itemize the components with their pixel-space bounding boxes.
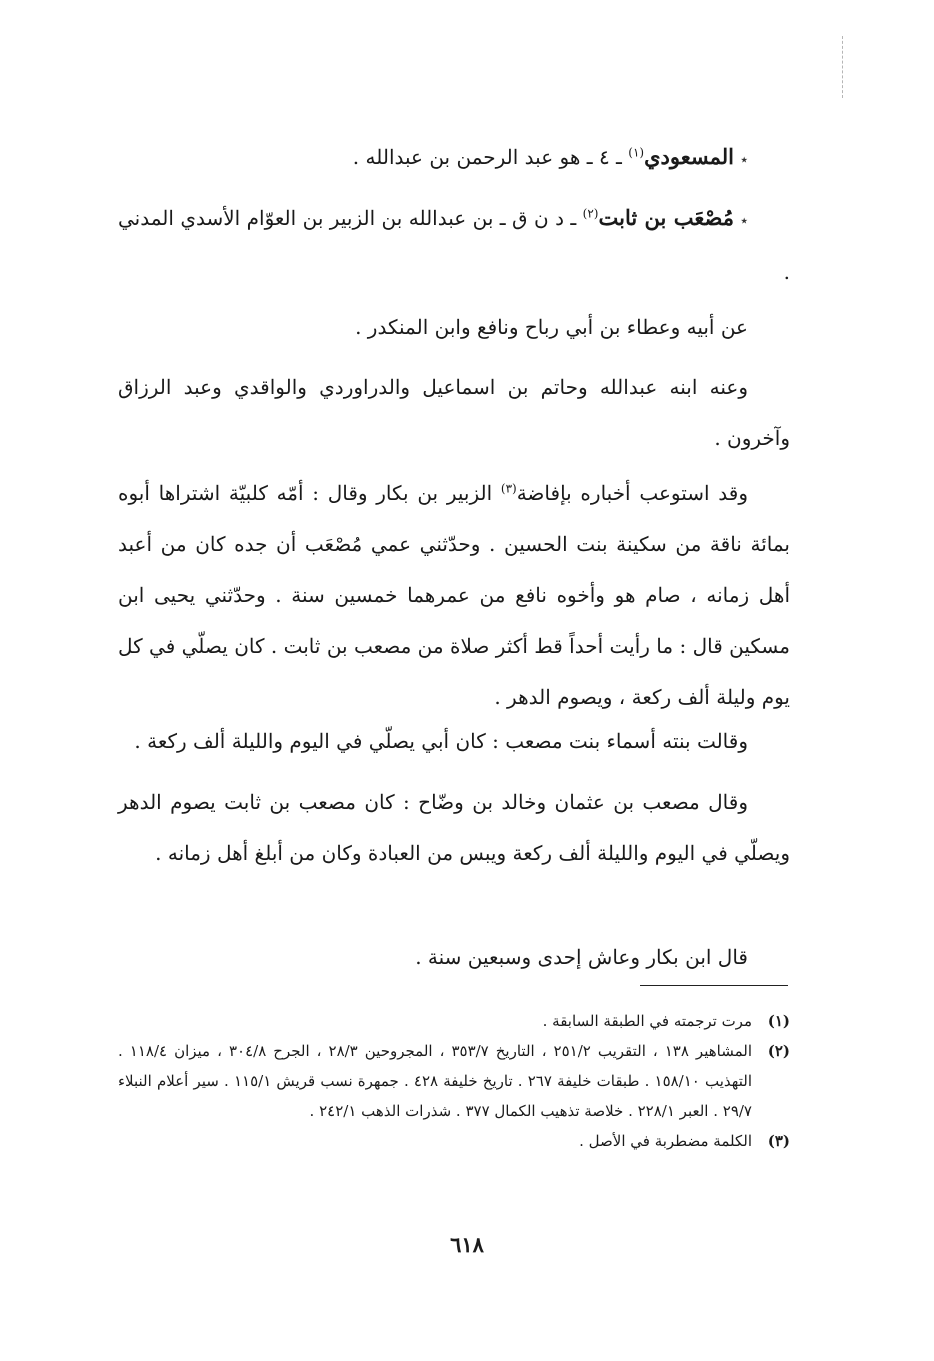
footnote-3: [118, 1126, 790, 1156]
entry-masoudi-name: المسعودي: [644, 144, 734, 169]
entry-masoudi-body: ـ ٤ ـ هو عبد الرحمن بن عبدالله .: [352, 145, 622, 169]
paragraph-testimony: [118, 777, 790, 879]
paragraph-text: قال ابن بكار وعاش إحدى وسبعين سنة .: [415, 945, 748, 969]
footnote-ref-3: (٣): [500, 481, 517, 496]
paragraph-teachers: [118, 302, 790, 353]
footnote-text: المشاهير ١٣٨ ، التقريب ٢٥١/٢ ، التاريخ ٣٥٣/٧ ، المجروحين ٢٨/٣ ، الجرح ٣٠٤/٨ ، ميزان ١١٨/٤ . التهذيب ١٥٨/١٠ . طبقات خليفة ٢٦٧ . تاريخ خليفة ٤٢٨ . جمهرة نسب قريش ١١٥/١ . سير أعلام النبلاء ٢٩/٧ . العبر ٢٢٨/١ . خلاصة تذهيب الكمال ٣٧٧ . شذرات الذهب ٢٤٢/١ .: [118, 1042, 752, 1120]
paragraph-students: [118, 362, 790, 464]
footnote-text: الكلمة مضطربة في الأصل .: [579, 1132, 752, 1150]
entry-masoudi-line: [118, 131, 790, 186]
footnote-2: [118, 1036, 790, 1126]
footnote-ref-1: (١): [628, 145, 645, 160]
paragraph-text: وعنه ابنه عبدالله وحاتم بن اسماعيل والدراوردي والواقدي وعبد الرزاق وآخرون .: [118, 375, 790, 450]
footnote-number: (٢): [767, 1042, 790, 1060]
entry-musab-heading: [118, 192, 790, 298]
paragraph-daughter: [118, 716, 790, 767]
paragraph-text: [118, 468, 790, 723]
gutter-dash-mark: [842, 36, 844, 98]
entry-marker: ٭: [740, 213, 748, 229]
paragraph-lifespan: [118, 932, 790, 983]
footnote-ref-2: (٢): [582, 206, 599, 221]
paragraph-text: عن أبيه وعطاء بن أبي رباح ونافع وابن المنكدر .: [355, 315, 748, 339]
entry-musab-body: ـ د ن ق ـ بن عبدالله بن الزبير بن العوّام الأسدي المدني .: [118, 206, 790, 284]
paragraph-text: وقالت بنته أسماء بنت مصعب : كان أبي يصلّي في اليوم والليلة ألف ركعة .: [134, 729, 748, 753]
footnotes: [118, 1006, 790, 1156]
paragraph-biography-start: وقد استوعب أخباره بإفاضة: [516, 481, 748, 505]
footnote-separator: [640, 985, 788, 986]
entry-marker: ٭: [740, 152, 748, 168]
page-number: ٦١٨: [450, 1232, 484, 1257]
paragraph-biography-end: الزبير بن بكار وقال : أمّه كلبيّة اشتراها أبوه بمائة ناقة من سكينة بنت الحسين . وحدّثني عمي مُصْعَب أن جده كان من أعبد أهل زمانه ، صام هو وأخوه نافع من عمرهما خمسين سنة . وحدّثني يحيى ابن مسكين قال : ما رأيت أحداً قط أكثر صلاة من مصعب بن ثابت . كان يصلّي في كل يوم وليلة ألف ركعة ، ويصوم الدهر .: [118, 481, 790, 709]
entry-musab: [118, 192, 790, 298]
footnote-text: مرت ترجمته في الطبقة السابقة .: [542, 1012, 752, 1030]
entry-musab-name: مُصْعَب بن ثابت: [598, 205, 734, 230]
paragraph-text: وقال مصعب بن عثمان وخالد بن وضّاح : كان مصعب بن ثابت يصوم الدهر ويصلّي في اليوم والليلة ألف ركعة ويبس من العبادة وكان من أبلغ أهل زمانه .: [118, 790, 790, 865]
footnote-1: [118, 1006, 790, 1036]
footnote-number: (٣): [767, 1132, 790, 1150]
entry-masoudi: [118, 131, 790, 186]
footnote-number: (١): [767, 1012, 790, 1030]
paragraph-biography: [118, 468, 790, 723]
